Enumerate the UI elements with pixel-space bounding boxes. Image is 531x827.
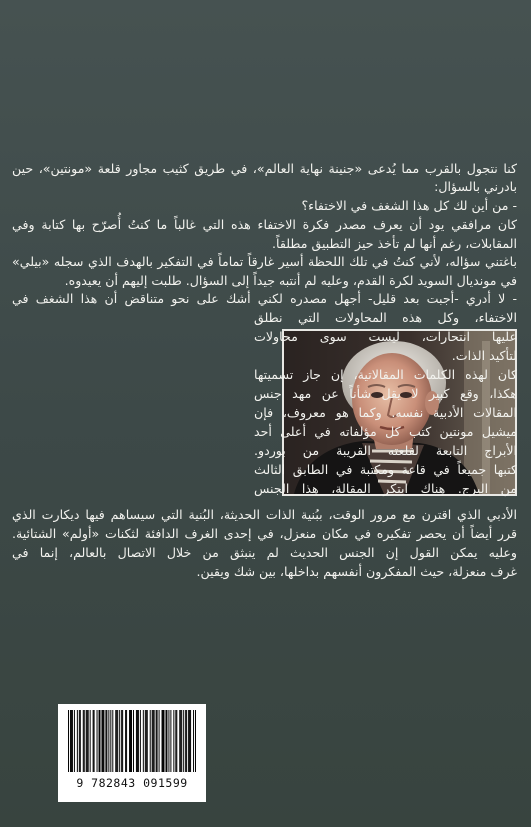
barcode-bar [186, 710, 187, 772]
text-line: كان مرافقي يود أن يعرف مصدر فكرة الاختفاء هذه التي غالباً ما كنتُ أُصرّح بها كتابة وفي [12, 217, 517, 232]
barcode-bar [100, 710, 101, 772]
barcode-bar [112, 710, 113, 772]
barcode-bar [183, 710, 184, 772]
barcode-bar [97, 710, 98, 772]
barcode-bar [86, 710, 87, 772]
barcode-bar [145, 710, 146, 772]
barcode-bar [147, 710, 148, 772]
barcode-bar [101, 710, 102, 772]
barcode-bar [166, 710, 167, 772]
barcode-bar [71, 710, 72, 772]
barcode-bar [88, 710, 89, 772]
barcode-bar [131, 710, 132, 772]
barcode-bar [90, 710, 91, 772]
barcode-bar [115, 710, 116, 772]
barcode-bar [175, 710, 176, 772]
barcode-bar [156, 710, 157, 772]
barcode-bar [137, 710, 138, 772]
text-line: الاختفاء، وكل هذه المحاولات التي نطلق [254, 310, 517, 325]
isbn-number: 9 782843 091599 [76, 776, 188, 790]
barcode-bar [74, 710, 75, 772]
text-line: الأبراج التابعة لقلعته القريبة من بوردو. [254, 443, 517, 458]
barcode-bar [70, 710, 71, 772]
barcode-bar [179, 710, 180, 772]
barcode-bars [68, 710, 196, 772]
barcode-bar [170, 710, 171, 772]
barcode-bar [79, 710, 80, 772]
barcode-bar [99, 710, 100, 772]
barcode-bar [168, 710, 169, 772]
barcode-bar [181, 710, 182, 772]
barcode-bar [117, 710, 118, 772]
barcode-bar [136, 710, 137, 772]
barcode-bar [108, 710, 109, 772]
text-line: عليها انتحارات، ليست سوى محاولات [254, 329, 517, 344]
barcode-bar [193, 710, 194, 772]
barcode-bar [143, 710, 144, 772]
barcode-bar [190, 710, 191, 772]
barcode-bar [163, 710, 164, 772]
barcode-bar [106, 710, 107, 772]
barcode-bar [146, 710, 147, 772]
barcode-bar [93, 710, 94, 772]
barcode-bar [94, 710, 95, 772]
text-line: المقابلات، رغم أنها لم تأخذ حيز التطبيق مطلقاً. [271, 236, 517, 251]
barcode-bar [195, 710, 196, 772]
barcode-bar [189, 710, 190, 772]
barcode-bar [68, 710, 69, 772]
barcode-bar [180, 710, 181, 772]
barcode-bar [159, 710, 160, 772]
barcode-bar [121, 710, 122, 772]
barcode [58, 704, 206, 802]
barcode-bar [185, 710, 186, 772]
text-line: كان لهذه الكلمات المقالاتية، إن جاز تسميتها [254, 367, 517, 382]
barcode-bar [102, 710, 103, 772]
barcode-bar [162, 710, 163, 772]
barcode-bar [150, 710, 151, 772]
barcode-bar [126, 710, 127, 772]
barcode-bar [176, 710, 177, 772]
barcode-bar [140, 710, 141, 772]
text-line: قرر أيضاً أن يحصر تفكيره في مكان منعزل، في إحدى الغرف الدافئة لثكنات «أولم» الشتائية. [12, 526, 517, 541]
barcode-bar [164, 710, 165, 772]
barcode-bar [87, 710, 88, 772]
barcode-bar [130, 710, 131, 772]
text-line: الأدبي الذي اقترن مع مرور الوقت، ببُنية الذات الحديثة، البُنية التي سيساهم فيها ديكارت الذي [12, 507, 517, 522]
barcode-bar [122, 710, 123, 772]
text-line: هكذا، وقع كبير لا يقل شأناً عن مهد جنس [254, 386, 517, 401]
text-line: المقالات الأدبية نفسه. وكما هو معروف، فإن [254, 405, 517, 420]
text-line: وعليه يمكن القول إن الجنس الحديث لم ينبثق من خلال الاتصال بالعالم، إنما في [12, 545, 517, 560]
barcode-bar [129, 710, 130, 772]
barcode-bar [125, 710, 126, 772]
barcode-bar [83, 710, 84, 772]
text-line: - لا أدري -أجبت بعد قليل- أجهل مصدره لكني أشك على نحو متناقض أن هذا الشغف في [12, 291, 517, 306]
text-line: - من أين لك كل هذا الشغف في الاختفاء؟ [301, 198, 517, 213]
text-line: كنا نتجول بالقرب مما يُدعى «جنينة نهاية العالم»، في طريق كثيب مجاور قلعة «مونتين»، حين [12, 161, 517, 176]
barcode-bar [152, 710, 153, 772]
barcode-bar [165, 710, 166, 772]
text-line: باغتني سؤاله، لأني كنتُ في تلك اللحظة أسير غارقاً تماماً في التفكير بالهدف الذي سجله «بيلي» [12, 254, 517, 269]
barcode-bar [173, 710, 174, 772]
barcode-bar [84, 710, 85, 772]
text-line: ميشيل مونتين كتب كل مؤلفاته في أعلى أحد [254, 424, 517, 439]
text-line: بادرني بالسؤال: [434, 179, 517, 194]
text-line: في مونديال السويد لكرة القدم، وعليه لم أنتبه جيداً إلى السؤال. طلبت إليهم أن يعيدوه. [64, 273, 517, 288]
barcode-bar [119, 710, 120, 772]
barcode-bar [103, 710, 104, 772]
text-line: لتأكيد الذات. [451, 348, 517, 363]
text-line: غرف منعزلة، حيث المفكرون أنفسهم بداخلها، بين شك ويقين. [196, 564, 517, 579]
barcode-bar [188, 710, 189, 772]
barcode-bar [154, 710, 155, 772]
barcode-bar [72, 710, 73, 772]
barcode-bar [105, 710, 106, 772]
barcode-bar [138, 710, 139, 772]
barcode-bar [133, 710, 134, 772]
barcode-bar [80, 710, 81, 772]
barcode-bar [153, 710, 154, 772]
barcode-bar [77, 710, 78, 772]
barcode-bar [110, 710, 111, 772]
barcode-bar [157, 710, 158, 772]
barcode-bar [116, 710, 117, 772]
text-line: كتبها جميعاً في قاعة ومكتبة في الطابق الثالث [254, 462, 517, 477]
text-line: من البرج. هناك ابتكر المقالة، هذا الجنس [254, 481, 517, 496]
